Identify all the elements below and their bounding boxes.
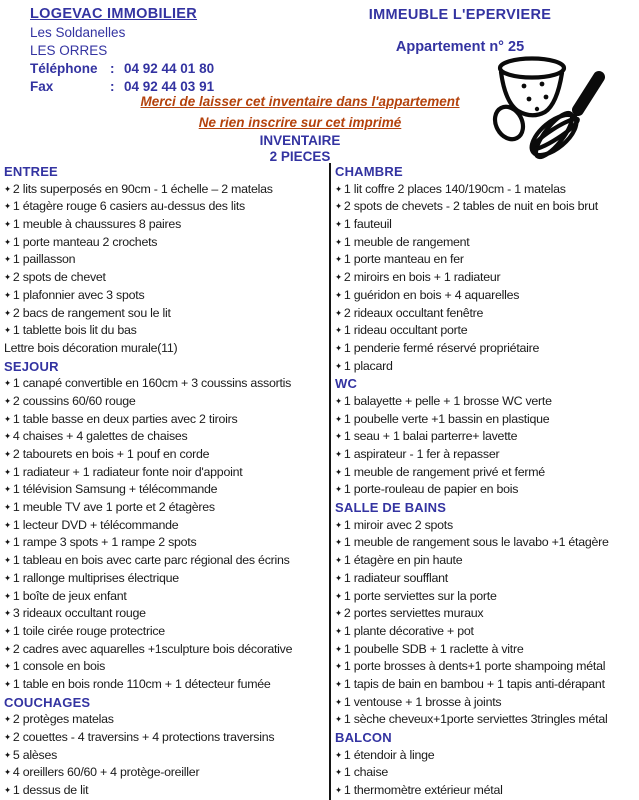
inventory-item — [4, 499, 329, 517]
item-text: 2 spots de chevets - 2 tables de nuit en bois brut — [343, 199, 598, 214]
inventory-item — [335, 198, 639, 216]
inventory-item — [335, 711, 639, 729]
bullet-icon: ✦ — [4, 395, 11, 406]
item-text: 1 porte manteau 2 crochets — [12, 234, 158, 249]
item-text: 2 coussins 60/60 rouge — [12, 393, 136, 408]
inventory-item — [4, 605, 329, 623]
bullet-icon: ✦ — [4, 767, 11, 778]
item-text: 1 tapis de bain en bambou + 1 tapis anti-dérapant — [343, 676, 605, 691]
bullet-icon: ✦ — [4, 749, 11, 760]
bullet-icon: ✦ — [335, 749, 342, 760]
bullet-icon: ✦ — [4, 643, 11, 654]
inventory-item — [4, 658, 329, 676]
inventory-item — [335, 234, 639, 252]
item-text: 2 couettes - 4 traversins + 4 protections traversins — [12, 730, 275, 744]
bullet-icon: ✦ — [335, 555, 342, 566]
inventory-columns — [0, 163, 639, 800]
item-text: 1 seau + 1 balai parterre+ lavette — [343, 429, 518, 444]
inventory-item — [4, 641, 329, 659]
item-text: 1 rideau occultant porte — [343, 323, 468, 338]
bullet-icon: ✦ — [335, 342, 342, 353]
bullet-icon: ✦ — [4, 378, 11, 389]
item-text: 1 chaise — [343, 765, 389, 780]
fax-number: 04 92 44 03 91 — [124, 79, 215, 94]
bullet-icon: ✦ — [335, 767, 342, 778]
bullet-icon: ✦ — [4, 289, 11, 300]
inventory-item — [335, 428, 639, 446]
item-text: 1 étendoir à linge — [343, 747, 435, 762]
inventory-item — [4, 552, 329, 570]
inventory-item — [4, 375, 329, 393]
item-text: 1 thermomètre extérieur métal — [343, 783, 503, 798]
bullet-icon: ✦ — [4, 537, 11, 548]
item-text: 2 portes serviettes muraux — [343, 606, 484, 621]
item-text: 1 tablette bois lit du bas — [12, 323, 137, 338]
building-name: IMMEUBLE L'EPERVIERE — [368, 7, 552, 23]
bullet-icon: ✦ — [4, 519, 11, 530]
bullet-icon: ✦ — [4, 572, 11, 583]
item-text: 1 toile cirée rouge protectrice — [12, 623, 165, 638]
inventory-item — [335, 216, 639, 234]
left-column — [0, 163, 329, 800]
inventory-item — [335, 251, 639, 269]
bullet-icon: ✦ — [4, 219, 11, 230]
inventory-item — [335, 358, 639, 376]
item-text: 1 aspirateur - 1 fer à repasser — [343, 447, 500, 461]
bullet-icon: ✦ — [335, 325, 342, 336]
bullet-icon: ✦ — [335, 201, 342, 212]
item-text: 1 porte serviettes sur la porte — [343, 588, 497, 603]
inventory-item — [4, 481, 329, 499]
bullet-icon: ✦ — [4, 466, 11, 477]
item-text: 1 meuble TV ave 1 porte et 2 étagères — [12, 500, 215, 515]
inventory-item — [335, 393, 639, 411]
item-text: 1 plante décorative + pot — [343, 623, 474, 638]
inventory-item — [335, 658, 639, 676]
inventory-item — [4, 464, 329, 482]
bullet-icon: ✦ — [335, 413, 342, 424]
inventory-item — [4, 747, 329, 765]
inventory-item — [335, 588, 639, 606]
inventory-item — [4, 623, 329, 641]
inventory-item — [4, 216, 329, 234]
phone-number: 04 92 44 01 80 — [124, 61, 215, 76]
item-text: 1 boîte de jeux enfant — [12, 588, 127, 603]
bullet-icon: ✦ — [335, 431, 342, 442]
inventory-item — [4, 782, 329, 800]
inventory-item — [4, 251, 329, 269]
inventory-item — [335, 694, 639, 712]
item-text: 1 meuble de rangement sous le lavabo +1 étagère — [343, 535, 609, 550]
bullet-icon: ✦ — [4, 484, 11, 495]
bullet-icon: ✦ — [335, 272, 342, 283]
bullet-icon: ✦ — [335, 537, 342, 548]
bullet-icon: ✦ — [335, 484, 342, 495]
inventory-item — [335, 676, 639, 694]
bullet-icon: ✦ — [4, 201, 11, 212]
inventory-item — [335, 269, 639, 287]
bullet-icon: ✦ — [335, 661, 342, 672]
inventory-item — [4, 588, 329, 606]
inventory-item — [4, 234, 329, 252]
inventory-item — [4, 305, 329, 323]
inventory-item — [335, 446, 639, 464]
item-text: 2 miroirs en bois + 1 radiateur — [343, 270, 501, 285]
inventory-item — [335, 570, 639, 588]
bullet-icon: ✦ — [335, 466, 342, 477]
section-heading-chambre: CHAMBRE — [335, 164, 403, 179]
bullet-icon: ✦ — [335, 678, 342, 689]
inventory-item — [4, 269, 329, 287]
bullet-icon: ✦ — [4, 714, 11, 725]
item-text: 1 porte brosses à dents+1 porte shampoing métal — [343, 659, 606, 674]
inventory-item — [335, 764, 639, 782]
bullet-icon: ✦ — [335, 643, 342, 654]
inventory-item — [335, 481, 639, 499]
inventory-item — [335, 747, 639, 765]
item-text: 2 protèges matelas — [12, 712, 114, 727]
inventory-item — [335, 623, 639, 641]
item-text: 4 chaises + 4 galettes de chaises — [12, 429, 188, 444]
bullet-icon: ✦ — [4, 590, 11, 601]
item-text: 2 rideaux occultant fenêtre — [343, 305, 484, 320]
inventory-item — [335, 411, 639, 429]
inventory-item — [335, 534, 639, 552]
bullet-icon: ✦ — [4, 785, 11, 796]
bullet-icon: ✦ — [4, 732, 11, 742]
section-heading-sejour: SEJOUR — [4, 358, 59, 374]
inventory-item — [4, 287, 329, 305]
item-text: 1 meuble à chaussures 8 paires — [12, 217, 182, 232]
bullet-icon: ✦ — [335, 236, 342, 247]
item-text: 1 dessus de lit — [12, 783, 89, 798]
inventory-item — [4, 764, 329, 782]
inventory-item — [4, 517, 329, 535]
bullet-icon: ✦ — [335, 785, 342, 796]
inventory-item — [335, 641, 639, 659]
bullet-icon: ✦ — [4, 678, 11, 689]
item-text: 1 table en bois ronde 110cm + 1 détecteur fumée — [12, 676, 271, 691]
item-text: 2 bacs de rangement sou le lit — [12, 305, 171, 320]
item-text: 1 tableau en bois avec carte parc régional des écrins — [12, 553, 290, 568]
section-heading-balcon: BALCON — [335, 730, 392, 745]
bullet-icon: ✦ — [4, 608, 11, 619]
item-text: 1 balayette + pelle + 1 brosse WC verte — [343, 393, 552, 408]
phone-label: Téléphone — [30, 61, 98, 76]
inventory-item — [4, 198, 329, 216]
item-text: 1 porte manteau en fer — [343, 252, 464, 267]
bullet-icon: ✦ — [4, 555, 11, 566]
phone-row — [30, 60, 214, 78]
item-text: 1 placard — [343, 358, 393, 373]
bullet-icon: ✦ — [4, 272, 11, 283]
item-text: 1 rallonge multiprises électrique — [12, 570, 179, 585]
item-text: 1 porte-rouleau de papier en bois — [343, 482, 519, 497]
document-header — [0, 0, 639, 163]
inventory-item — [335, 552, 639, 570]
item-text: 5 alèses — [12, 747, 58, 762]
item-text: 4 oreillers 60/60 + 4 protège-oreiller — [12, 765, 200, 780]
bullet-icon: ✦ — [4, 236, 11, 247]
bullet-icon: ✦ — [4, 625, 11, 636]
inventory-item — [4, 711, 329, 729]
bullet-icon: ✦ — [335, 714, 342, 725]
item-text: 2 lits superposés en 90cm - 1 échelle – 2 matelas — [12, 181, 273, 196]
document-subtitle: 2 PIECES — [269, 149, 331, 164]
item-text: 1 télévision Samsung + télécommande — [12, 482, 218, 497]
inventory-item — [335, 305, 639, 323]
notice-line-2-text: Ne rien inscrire sur cet imprimé — [198, 115, 402, 130]
item-text: 1 lit coffre 2 places 140/190cm - 1 matelas — [343, 181, 566, 196]
bullet-icon: ✦ — [335, 590, 342, 601]
item-text: 1 ventouse + 1 brosse à joints — [343, 694, 502, 709]
item-text: 1 meuble de rangement privé et fermé — [343, 464, 545, 479]
bullet-icon: ✦ — [4, 325, 11, 336]
item-text: 2 tabourets en bois + 1 pouf en corde — [12, 447, 210, 461]
inventory-item — [335, 782, 639, 800]
section-heading-wc: WC — [335, 376, 358, 392]
bullet-icon: ✦ — [4, 307, 11, 318]
item-text: 1 radiateur + 1 radiateur fonte noir d'appoint — [12, 464, 243, 479]
notice-line-1-text: Merci de laisser cet inventaire dans l'appartement — [140, 94, 460, 109]
bullet-icon: ✦ — [335, 183, 342, 194]
agency-name: LOGEVAC IMMOBILIER — [30, 6, 198, 22]
item-text: 2 spots de chevet — [12, 270, 106, 285]
item-text: 1 lecteur DVD + télécommande — [12, 517, 179, 532]
inventory-item — [4, 393, 329, 411]
inventory-item — [4, 181, 329, 199]
inventory-item — [335, 605, 639, 623]
bullet-icon: ✦ — [4, 502, 11, 513]
inventory-item — [4, 428, 329, 446]
item-text: 3 rideaux occultant rouge — [12, 606, 146, 621]
inventory-item — [4, 729, 329, 747]
fax-colon: : — [110, 79, 115, 94]
item-text: 1 étagère rouge 6 casiers au-dessus des lits — [12, 199, 246, 214]
item-text: 1 plafonnier avec 3 spots — [12, 287, 145, 302]
apartment-number: Appartement n° 25 — [395, 39, 525, 55]
inventory-item — [4, 570, 329, 588]
bullet-icon: ✦ — [4, 661, 11, 672]
bullet-icon: ✦ — [4, 413, 11, 424]
inventory-item — [335, 340, 639, 358]
fax-label: Fax — [30, 79, 54, 94]
inventory-item — [335, 287, 639, 305]
inventory-item — [335, 322, 639, 340]
item-text: 1 guéridon en bois + 4 aquarelles — [343, 287, 520, 302]
bullet-icon: ✦ — [335, 625, 342, 636]
bullet-icon: ✦ — [335, 289, 342, 300]
phone-colon: : — [110, 61, 115, 76]
inventory-item — [4, 534, 329, 552]
bowl-egg-whisk-clipart-icon — [478, 50, 630, 162]
item-text: 1 table basse en deux parties avec 2 tiroirs — [12, 411, 238, 426]
item-text: 1 fauteuil — [343, 217, 392, 232]
agency-block — [30, 5, 214, 96]
item-text: 1 rampe 3 spots + 1 rampe 2 spots — [12, 535, 197, 550]
bullet-icon: ✦ — [335, 519, 342, 530]
item-text: 1 sèche cheveux+1porte serviettes 3tringles métal — [343, 712, 608, 727]
item-text: 1 meuble de rangement — [343, 234, 470, 249]
item-text: 1 miroir avec 2 spots — [343, 517, 453, 532]
right-column — [329, 163, 639, 800]
item-text: 1 poubelle verte +1 bassin en plastique — [343, 411, 550, 426]
inventory-item — [4, 446, 329, 464]
inventory-item — [4, 676, 329, 694]
inventory-item — [335, 181, 639, 199]
item-text: 1 poubelle SDB + 1 raclette à vitre — [343, 641, 524, 656]
item-text: 1 console en bois — [12, 659, 106, 674]
inventory-note: Lettre bois décoration murale(11) — [4, 340, 178, 355]
section-heading-couchages: COUCHAGES — [4, 694, 91, 710]
inventory-item — [4, 322, 329, 340]
item-text: 1 paillasson — [12, 252, 76, 267]
bullet-icon: ✦ — [335, 254, 342, 265]
bullet-icon: ✦ — [4, 254, 11, 265]
bullet-icon: ✦ — [335, 219, 342, 230]
item-text: 2 cadres avec aquarelles +1sculpture bois décorative — [12, 641, 293, 656]
inventory-item — [335, 517, 639, 535]
agency-address-line1: Les Soldanelles — [30, 25, 126, 40]
bullet-icon: ✦ — [335, 395, 342, 406]
document-title: INVENTAIRE — [259, 133, 341, 148]
bullet-icon: ✦ — [335, 307, 342, 318]
bullet-icon: ✦ — [335, 696, 342, 707]
section-heading-entree: ENTREE — [4, 164, 58, 179]
bullet-icon: ✦ — [335, 608, 342, 619]
bullet-icon: ✦ — [4, 431, 11, 442]
inventory-item — [335, 464, 639, 482]
item-text: 1 canapé convertible en 160cm + 3 coussins assortis — [12, 376, 292, 391]
item-text: 1 penderie fermé réservé propriétaire — [343, 340, 540, 355]
agency-address-line2: LES ORRES — [30, 43, 108, 58]
bullet-icon: ✦ — [4, 183, 11, 194]
inventory-item — [4, 411, 329, 429]
bullet-icon: ✦ — [335, 449, 342, 459]
item-text: 1 radiateur soufflant — [343, 570, 448, 585]
bullet-icon: ✦ — [335, 360, 342, 371]
item-text: 1 étagère en pin haute — [343, 553, 463, 568]
bullet-icon: ✦ — [4, 449, 11, 459]
bullet-icon: ✦ — [335, 572, 342, 583]
section-heading-salle-de-bains: SALLE DE BAINS — [335, 500, 447, 516]
